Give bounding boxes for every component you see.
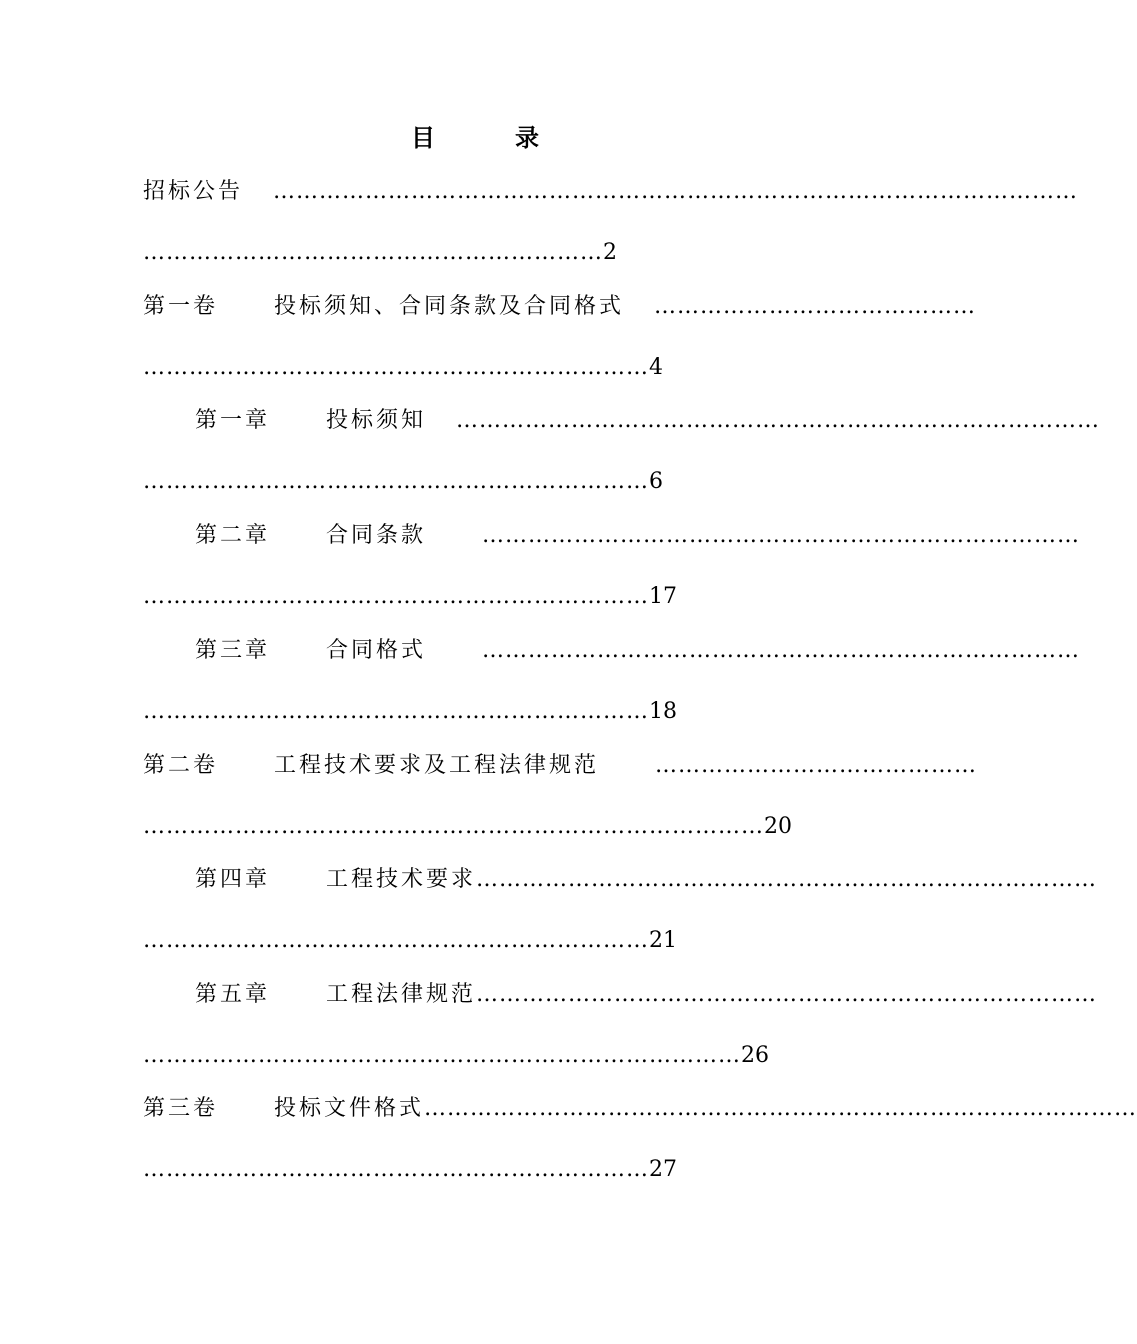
toc-title-char-2: 录	[515, 123, 539, 152]
leader-dots: ………………………………………………………………………	[476, 982, 1098, 1007]
toc-title	[0, 118, 950, 153]
toc-entry-label: 第三章	[195, 638, 271, 663]
toc-entry-line-1	[143, 979, 1098, 1011]
leader-dots: …………………………………………………………………………	[456, 408, 1101, 433]
leader-dots: …………………………………………………………	[143, 469, 649, 494]
toc-entry-line-2	[143, 925, 848, 957]
leader-dots: ……………………………………	[655, 753, 978, 778]
leader-dots: ……………………………………………………	[143, 240, 603, 265]
toc-page-number: 17	[649, 584, 677, 609]
toc-page-number: 6	[649, 469, 663, 494]
toc-entry-label: 第一章	[195, 408, 271, 433]
toc-page-number: 26	[741, 1043, 769, 1068]
toc-entry-heading: 投标须知	[326, 408, 427, 433]
toc-entry-line-1	[143, 291, 977, 323]
toc-entry-line-2	[143, 696, 848, 728]
toc-page-number: 20	[764, 814, 792, 839]
leader-dots: …………………………………………………………	[143, 1157, 649, 1182]
toc-entry-line-1	[143, 750, 978, 782]
toc-entry-line-1	[143, 520, 1081, 552]
toc-entry-line-1	[143, 864, 1098, 896]
toc-entry-heading: 工程技术要求及工程法律规范	[274, 753, 600, 778]
toc-entry-line-2	[143, 1154, 848, 1186]
leader-dots: ……………………………………………………………………………………………	[273, 179, 1079, 204]
toc-entry-heading: 工程技术要求	[326, 867, 477, 892]
toc-title-char-1: 目	[411, 123, 435, 152]
leader-dots: ……………………………………………………………………	[482, 523, 1081, 548]
leader-dots: ………………………………………………………………………	[476, 867, 1098, 892]
toc-entry-heading: 工程法律规范	[326, 982, 477, 1007]
toc-entry-line-1	[143, 635, 1081, 667]
toc-entry-heading: 合同格式	[326, 638, 427, 663]
toc-entry-line-1	[143, 405, 1101, 437]
toc-entry-label: 第五章	[195, 982, 271, 1007]
toc-entry-heading: 投标文件格式	[274, 1096, 425, 1121]
leader-dots: …………………………………………………………	[143, 584, 649, 609]
leader-dots: …………………………………………………………………………………	[424, 1096, 1137, 1121]
toc-entry-line-2	[143, 466, 848, 498]
toc-entry-heading: 投标须知、合同条款及合同格式	[274, 294, 625, 319]
toc-entry-line-2	[143, 581, 848, 613]
toc-entry-label: 招标公告	[143, 179, 244, 204]
toc-entry-heading: 合同条款	[326, 523, 427, 548]
toc-entry-label: 第三卷	[143, 1096, 219, 1121]
toc-entry-line-2	[143, 352, 848, 384]
leader-dots: …………………………………………………………	[143, 699, 649, 724]
leader-dots: ………………………………………………………………………	[143, 814, 764, 839]
toc-page-number: 4	[649, 355, 663, 380]
toc-entry-line-2	[143, 1040, 848, 1072]
toc-entry-label: 第四章	[195, 867, 271, 892]
leader-dots: …………………………………………………………	[143, 928, 649, 953]
toc-entry-label: 第一卷	[143, 294, 219, 319]
toc-page-number: 21	[649, 928, 677, 953]
toc-entry-line-1	[143, 176, 1079, 208]
toc-entry-line-2	[143, 811, 848, 843]
toc-page-number: 27	[649, 1157, 677, 1182]
leader-dots: ……………………………………	[654, 294, 977, 319]
toc-page-number: 2	[603, 240, 617, 265]
leader-dots: ……………………………………………………………………	[143, 1043, 741, 1068]
leader-dots: ……………………………………………………………………	[482, 638, 1081, 663]
leader-dots: …………………………………………………………	[143, 355, 649, 380]
toc-page-number: 18	[649, 699, 677, 724]
toc-entry-label: 第二卷	[143, 753, 219, 778]
toc-entry-label: 第二章	[195, 523, 271, 548]
toc-entry-line-2	[143, 237, 848, 269]
toc-entry-line-1	[143, 1093, 1137, 1125]
